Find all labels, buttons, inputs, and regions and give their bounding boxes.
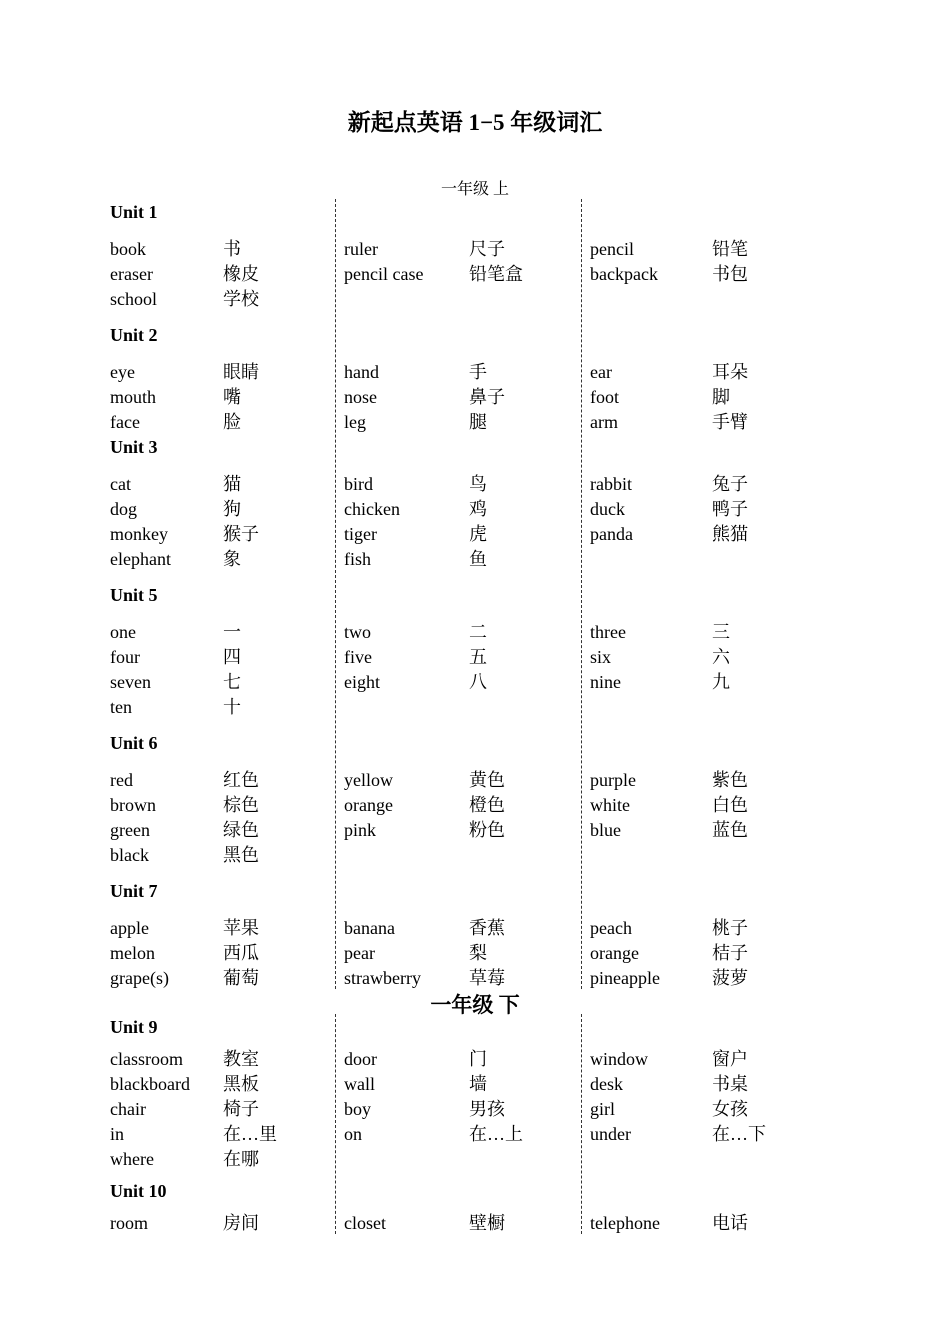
english-word: orange: [590, 943, 639, 963]
chinese-meaning: 梨: [469, 943, 487, 963]
english-word: eye: [110, 362, 135, 382]
chinese-meaning: 鸭子: [712, 499, 748, 519]
chinese-meaning: 鸡: [469, 499, 487, 519]
chinese-meaning: 眼睛: [223, 362, 259, 382]
chinese-meaning: 手: [469, 362, 487, 382]
english-word: foot: [590, 387, 619, 407]
chinese-meaning: 九: [712, 672, 730, 692]
chinese-meaning: 桃子: [712, 918, 748, 938]
chinese-meaning: 在…下: [712, 1124, 766, 1144]
english-word: six: [590, 647, 612, 667]
chinese-meaning: 四: [223, 647, 241, 667]
english-word: black: [110, 845, 149, 865]
english-word: leg: [344, 412, 366, 432]
chinese-meaning: 耳朵: [712, 362, 748, 382]
chinese-meaning: 在哪: [223, 1149, 259, 1169]
chinese-meaning: 绿色: [223, 820, 259, 840]
chinese-meaning: 学校: [223, 289, 259, 309]
section-heading: 一年级 上: [440, 181, 509, 198]
unit-heading: Unit 2: [110, 325, 158, 345]
english-word: brown: [110, 795, 156, 815]
english-word: classroom: [110, 1049, 183, 1069]
english-word: pencil: [590, 239, 634, 259]
chinese-meaning: 兔子: [712, 474, 748, 494]
chinese-meaning: 一: [223, 622, 241, 642]
english-word: three: [590, 622, 626, 642]
chinese-meaning: 窗户: [712, 1049, 748, 1069]
english-word: where: [110, 1149, 154, 1169]
chinese-meaning: 菠萝: [712, 968, 748, 988]
english-word: dog: [110, 499, 137, 519]
english-word: two: [344, 622, 371, 642]
unit-heading: Unit 9: [110, 1017, 158, 1037]
chinese-meaning: 在…上: [469, 1124, 523, 1144]
english-word: ten: [110, 697, 132, 717]
english-word: blue: [590, 820, 621, 840]
chinese-meaning: 蓝色: [712, 820, 748, 840]
chinese-meaning: 八: [469, 672, 487, 692]
chinese-meaning: 嘴: [223, 387, 241, 407]
english-word: white: [590, 795, 630, 815]
chinese-meaning: 狗: [223, 499, 241, 519]
english-word: nose: [344, 387, 377, 407]
chinese-meaning: 黄色: [469, 770, 505, 790]
chinese-meaning: 书包: [712, 264, 748, 284]
chinese-meaning: 教室: [223, 1049, 259, 1069]
english-word: purple: [590, 770, 636, 790]
english-word: pencil case: [344, 264, 424, 284]
english-word: yellow: [344, 770, 393, 790]
english-word: chicken: [344, 499, 400, 519]
english-word: on: [344, 1124, 362, 1144]
english-word: orange: [344, 795, 393, 815]
english-word: under: [590, 1124, 631, 1144]
chinese-meaning: 香蕉: [469, 918, 505, 938]
english-word: telephone: [590, 1213, 660, 1233]
unit-heading: Unit 5: [110, 585, 158, 605]
english-word: rabbit: [590, 474, 632, 494]
english-word: nine: [590, 672, 621, 692]
chinese-meaning: 壁橱: [469, 1213, 505, 1233]
chinese-meaning: 五: [469, 647, 487, 667]
english-word: chair: [110, 1099, 146, 1119]
chinese-meaning: 草莓: [469, 968, 505, 988]
english-word: girl: [590, 1099, 615, 1119]
chinese-meaning: 橙色: [469, 795, 505, 815]
english-word: cat: [110, 474, 131, 494]
chinese-meaning: 紫色: [712, 770, 748, 790]
chinese-meaning: 椅子: [223, 1099, 259, 1119]
chinese-meaning: 鼻子: [469, 387, 505, 407]
chinese-meaning: 猫: [223, 474, 241, 494]
chinese-meaning: 棕色: [223, 795, 259, 815]
chinese-meaning: 书: [223, 239, 241, 259]
english-word: apple: [110, 918, 149, 938]
english-word: green: [110, 820, 150, 840]
unit-heading: Unit 10: [110, 1181, 167, 1201]
english-word: red: [110, 770, 133, 790]
chinese-meaning: 墙: [469, 1074, 487, 1094]
english-word: wall: [344, 1074, 375, 1094]
unit-heading: Unit 6: [110, 733, 158, 753]
english-word: book: [110, 239, 146, 259]
english-word: room: [110, 1213, 148, 1233]
english-word: closet: [344, 1213, 386, 1233]
unit-heading: Unit 7: [110, 881, 158, 901]
english-word: pink: [344, 820, 377, 840]
english-word: pear: [344, 943, 375, 963]
chinese-meaning: 西瓜: [223, 943, 259, 963]
english-word: blackboard: [110, 1074, 190, 1094]
chinese-meaning: 脸: [223, 412, 241, 432]
chinese-meaning: 黑板: [223, 1074, 259, 1094]
chinese-meaning: 铅笔: [712, 239, 748, 259]
chinese-meaning: 铅笔盒: [469, 264, 523, 284]
chinese-meaning: 女孩: [712, 1099, 748, 1119]
chinese-meaning: 六: [712, 647, 730, 667]
english-word: pineapple: [590, 968, 660, 988]
english-word: mouth: [110, 387, 157, 407]
chinese-meaning: 粉色: [469, 820, 505, 840]
document-title: 新起点英语 1−5 年级词汇: [347, 110, 603, 135]
english-word: ear: [590, 362, 612, 382]
chinese-meaning: 电话: [712, 1213, 748, 1233]
chinese-meaning: 红色: [223, 770, 259, 790]
chinese-meaning: 白色: [712, 795, 748, 815]
english-word: duck: [590, 499, 625, 519]
english-word: eraser: [110, 264, 153, 284]
chinese-meaning: 虎: [469, 524, 487, 544]
chinese-meaning: 葡萄: [223, 968, 259, 988]
chinese-meaning: 鸟: [469, 474, 487, 494]
chinese-meaning: 门: [469, 1049, 487, 1069]
english-word: one: [110, 622, 136, 642]
chinese-meaning: 房间: [223, 1213, 259, 1233]
chinese-meaning: 十: [223, 697, 241, 717]
english-word: tiger: [344, 524, 377, 544]
chinese-meaning: 男孩: [469, 1099, 505, 1119]
chinese-meaning: 鱼: [469, 549, 487, 569]
chinese-meaning: 熊猫: [712, 524, 748, 544]
english-word: melon: [110, 943, 155, 963]
english-word: bird: [344, 474, 373, 494]
chinese-meaning: 二: [469, 622, 487, 642]
english-word: peach: [590, 918, 632, 938]
chinese-meaning: 橡皮: [223, 264, 259, 284]
english-word: boy: [344, 1099, 371, 1119]
english-word: banana: [344, 918, 395, 938]
english-word: face: [110, 412, 140, 432]
english-word: in: [110, 1124, 125, 1144]
english-word: panda: [590, 524, 633, 544]
unit-heading: Unit 1: [110, 202, 158, 222]
english-word: four: [110, 647, 140, 667]
section-heading: 一年级 下: [430, 993, 520, 1017]
chinese-meaning: 三: [712, 622, 730, 642]
chinese-meaning: 尺子: [469, 239, 505, 259]
english-word: monkey: [110, 524, 168, 544]
english-word: desk: [590, 1074, 623, 1094]
chinese-meaning: 手臂: [712, 412, 748, 432]
english-word: grape(s): [110, 968, 169, 988]
column-divider: [335, 199, 336, 989]
english-word: school: [110, 289, 157, 309]
chinese-meaning: 脚: [712, 387, 730, 407]
chinese-meaning: 黑色: [223, 845, 259, 865]
chinese-meaning: 桔子: [712, 943, 748, 963]
english-word: door: [344, 1049, 377, 1069]
column-divider: [581, 199, 582, 989]
english-word: strawberry: [344, 968, 421, 988]
english-word: ruler: [344, 239, 378, 259]
column-divider: [335, 1014, 336, 1234]
unit-heading: Unit 3: [110, 437, 158, 457]
english-word: backpack: [590, 264, 658, 284]
column-divider: [581, 1014, 582, 1234]
english-word: seven: [110, 672, 151, 692]
chinese-meaning: 猴子: [223, 524, 259, 544]
english-word: elephant: [110, 549, 171, 569]
english-word: five: [344, 647, 372, 667]
english-word: fish: [344, 549, 371, 569]
english-word: hand: [344, 362, 379, 382]
chinese-meaning: 苹果: [223, 918, 259, 938]
chinese-meaning: 在…里: [223, 1124, 277, 1144]
chinese-meaning: 书桌: [712, 1074, 748, 1094]
chinese-meaning: 象: [223, 549, 241, 569]
english-word: window: [590, 1049, 648, 1069]
chinese-meaning: 腿: [469, 412, 487, 432]
english-word: eight: [344, 672, 380, 692]
english-word: arm: [590, 412, 618, 432]
chinese-meaning: 七: [223, 672, 241, 692]
